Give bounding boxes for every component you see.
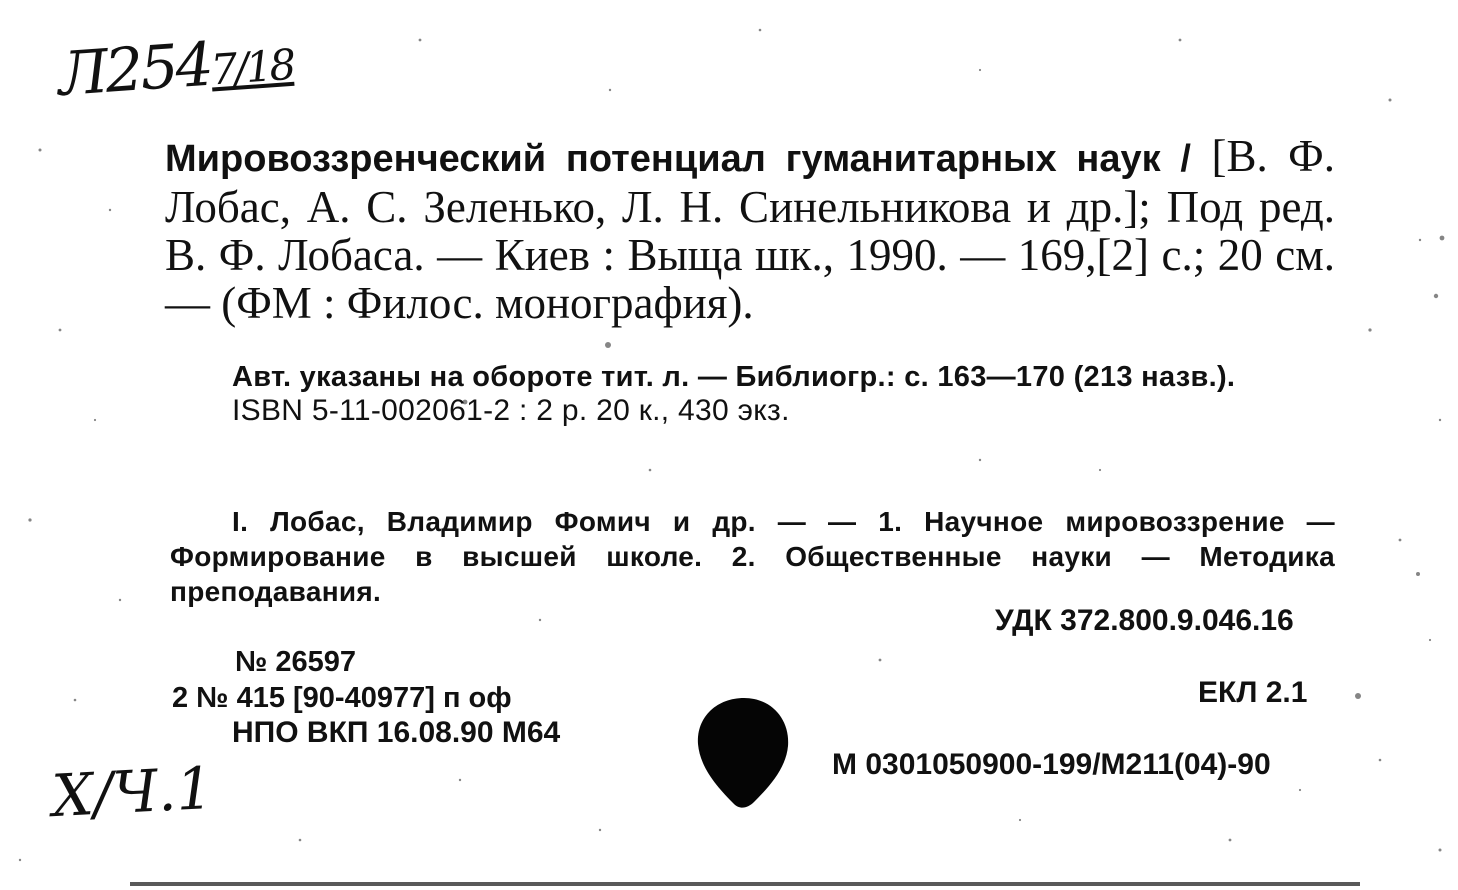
- tracing-part-1: I. Лобас, Владимир Фомич и др. — — 1. Научное: [232, 506, 1066, 537]
- tracing-part-3: — Методика преподавания.: [170, 541, 1335, 607]
- shelf-mark-sub: 7/18: [209, 39, 295, 95]
- book-title: Мировоззренческий потенциал гуманитарных наук /: [165, 138, 1191, 180]
- publisher-code: М 0301050900-199/М211(04)-90: [832, 748, 1271, 781]
- handwritten-note: Х/Ч.1: [50, 753, 215, 831]
- printer-line: НПО ВКП 16.08.90 М64: [232, 716, 561, 749]
- main-entry: [165, 132, 1335, 327]
- entry-description: [В. Ф. Лобас, А. С. Зеленько, Л. Н. Синельникова и др.]; Под ред. В. Ф. Лобаса. — Киев : Выща шк., 1990. — 169,[2] с.; 20 см. — (ФМ : Филос. монография).: [165, 131, 1335, 328]
- shelf-mark-main: Л254: [55, 29, 213, 111]
- bottom-edge-shadow: [0, 876, 1458, 890]
- ekl-code: ЕКЛ 2.1: [1198, 676, 1308, 709]
- tracing-part-2-bold: науки: [1031, 541, 1113, 572]
- tracing-part-2: — Формирование в высшей школе. 2. Общественные: [170, 506, 1335, 572]
- subject-tracings: [170, 504, 1335, 609]
- udc-code: УДК 372.800.9.046.16: [995, 604, 1294, 637]
- isbn-line: ISBN 5-11-002061-2 : 2 р. 20 к., 430 экз.: [232, 394, 790, 427]
- tracing-part-1-bold: мировоззрение: [1065, 506, 1285, 537]
- ink-blot-icon: [694, 694, 794, 814]
- record-number: № 26597: [235, 646, 357, 678]
- order-line: 2 № 415 [90-40977] п оф: [172, 682, 512, 714]
- notes-block: [170, 360, 1335, 428]
- authors-note: Авт. указаны на обороте тит. л. — Библиогр.: с. 163—170 (213 назв.).: [232, 361, 1236, 393]
